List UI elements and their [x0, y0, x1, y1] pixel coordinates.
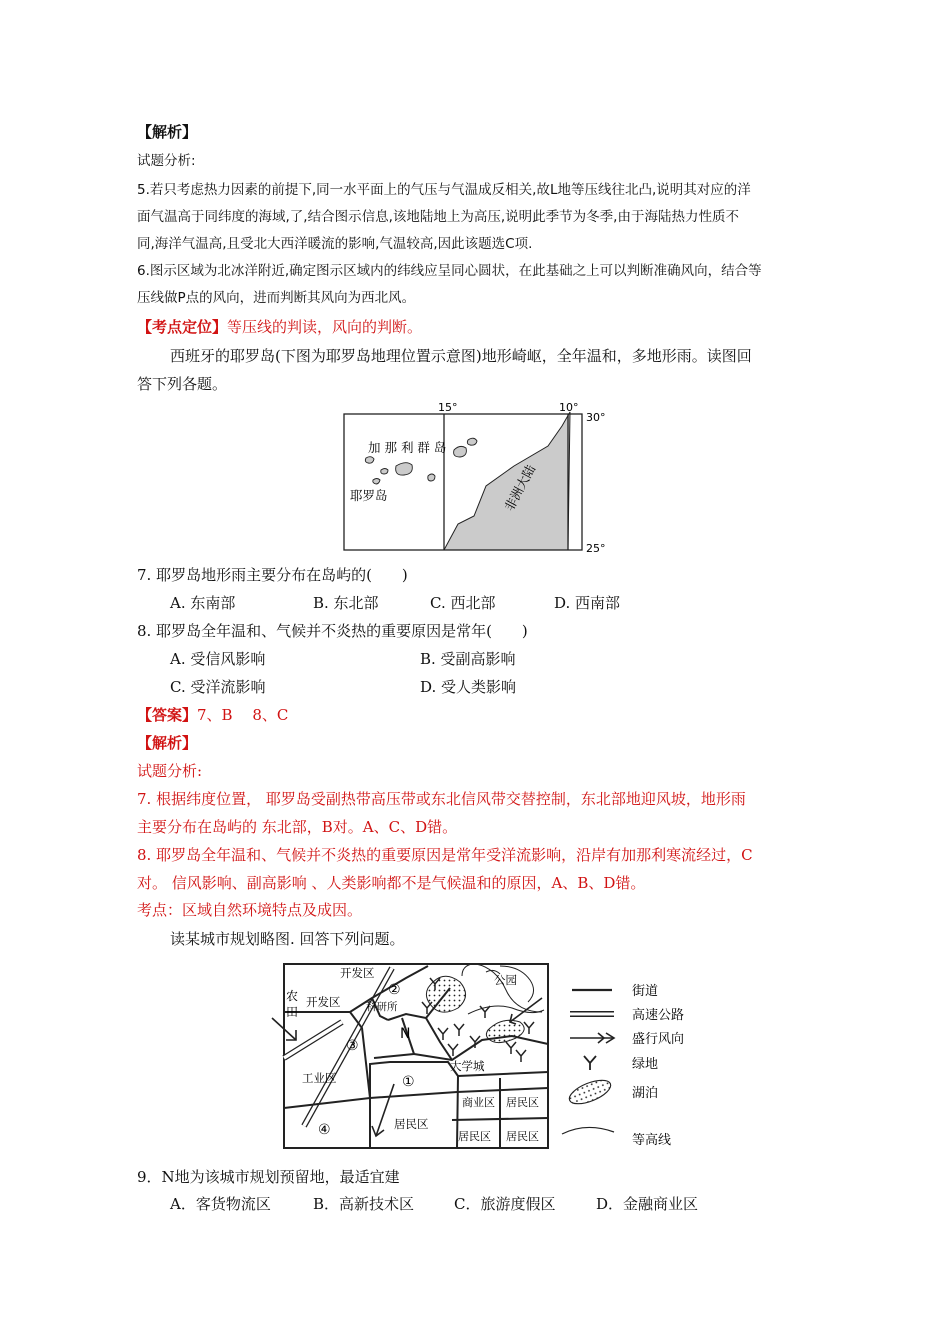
zone-number: ② — [388, 982, 401, 998]
q7-option-b[interactable]: B. 东北部 — [313, 594, 379, 612]
q7-analysis-line: 主要分布在岛屿的 东北部，B对。A、C、D错。 — [137, 818, 458, 836]
africa-continent — [444, 412, 570, 550]
answer-line — [137, 705, 288, 725]
q9-option-d[interactable]: D．金融商业区 — [596, 1195, 699, 1213]
kaodian-label: 【考点定位】 — [137, 318, 228, 336]
analysis-sub: 试题分析: — [137, 153, 196, 169]
contour-line — [462, 964, 472, 976]
lat-30-label: 30° — [586, 411, 606, 424]
q8-option-b[interactable]: B. 受副高影响 — [420, 650, 516, 668]
island-shape — [396, 463, 413, 475]
map-label: N — [400, 1026, 411, 1042]
africa-label: 非洲大陆 — [501, 462, 539, 514]
q9-option-b[interactable]: B．高新技术区 — [313, 1195, 415, 1213]
map-label: 科研所 — [366, 1001, 398, 1013]
analysis-header: 【解析】 — [137, 123, 198, 141]
kaodian-line: 考点：区域自然环境特点及成因。 — [137, 901, 363, 919]
map-label: 工业区 — [302, 1071, 337, 1085]
island-shape — [467, 438, 477, 445]
lon-10-label: 10° — [559, 401, 579, 414]
q9-stem: 9．N地为该城市规划预留地，最适宜建 — [137, 1168, 400, 1186]
q5-analysis-line: 面气温高于同纬度的海域,了,结合图示信息,该地陆地上为高压,说明此季节为冬季,由于海陆热力性质不 — [137, 209, 739, 225]
lat-25-label: 25° — [586, 542, 606, 555]
kaodian-line — [137, 317, 422, 337]
q8-option-a[interactable]: A. 受信风影响 — [170, 650, 266, 668]
legend-label: 盛行风向 — [632, 1032, 685, 1047]
wind-arrow — [372, 1084, 394, 1136]
analysis-header: 【解析】 — [137, 734, 198, 752]
hierro-label: 耶罗岛 — [350, 488, 388, 503]
legend-label: 高速公路 — [632, 1008, 685, 1023]
legend-label: 街道 — [632, 984, 659, 999]
q8-analysis-line: 8. 耶罗岛全年温和、气候并不炎热的重要原因是常年受洋流影响，沿岸有加那利寒流经过，C — [137, 846, 753, 864]
answer-text: 7、B 8、C — [197, 706, 289, 724]
map-legend — [562, 984, 684, 1148]
q6-analysis-line: 6.图示区域为北冰洋附近,确定图示区域内的纬线应呈同心圆状，在此基础之上可以判断准确风向，结合等 — [137, 263, 762, 279]
q7-option-c[interactable]: C. 西北部 — [430, 594, 496, 612]
map-label: 居民区 — [394, 1117, 429, 1131]
legend-label: 湖泊 — [632, 1086, 659, 1101]
island-shape — [365, 457, 374, 463]
map-label: 居民区 — [506, 1096, 539, 1109]
q7-option-a[interactable]: A. 东南部 — [170, 594, 236, 612]
legend-wind-symbol — [570, 1033, 614, 1043]
map-label: 开发区 — [306, 995, 341, 1009]
island-shape — [373, 479, 380, 485]
legend-lake-symbol — [566, 1075, 614, 1108]
q9-option-a[interactable]: A．客货物流区 — [170, 1195, 271, 1213]
map-label: 大学城 — [450, 1059, 485, 1073]
q7-analysis-line: 7. 根据纬度位置， 耶罗岛受副热带高压带或东北信风带交替控制，东北部地迎风坡，地形雨 — [137, 790, 746, 808]
hierro-location-map — [336, 400, 616, 560]
street — [374, 1054, 414, 1058]
q7-option-d[interactable]: D. 西南部 — [554, 594, 621, 612]
street — [414, 1036, 548, 1060]
zone-number: ① — [402, 1074, 415, 1090]
intro-paragraph: 答下列各题。 — [137, 375, 228, 393]
legend-label: 等高线 — [632, 1133, 672, 1148]
lon-15-label: 15° — [438, 401, 458, 414]
analysis-sub: 试题分析: — [137, 762, 203, 780]
q8-stem: 8. 耶罗岛全年温和、气候并不炎热的重要原因是常年( ) — [137, 622, 528, 640]
contour-line — [468, 1006, 544, 1014]
street — [452, 1118, 548, 1120]
zone-number: ④ — [318, 1122, 331, 1138]
map-label: 开发区 — [340, 966, 375, 980]
kaodian-text: 等压线的判读，风向的判断。 — [227, 318, 423, 336]
island-shape — [454, 446, 467, 457]
map-label: 农 — [286, 989, 299, 1003]
map-label: 居民区 — [506, 1130, 539, 1143]
zone-number: ③ — [346, 1038, 359, 1054]
legend-contour-symbol — [562, 1127, 614, 1134]
map-label: 田 — [286, 1005, 299, 1019]
q9-option-c[interactable]: C．旅游度假区 — [454, 1195, 556, 1213]
q8-analysis-line: 对。 信风影响、副高影响 、人类影响都不是气候温和的原因，A、B、D错。 — [137, 874, 646, 892]
legend-label: 绿地 — [632, 1057, 659, 1072]
map-label: 公园 — [494, 973, 517, 987]
q6-analysis-line: 压线做P点的风向，进而判断其风向为西北风。 — [137, 290, 416, 306]
legend-green-symbol — [584, 1056, 596, 1070]
canary-islands-label: 加 那 利 群 岛 — [368, 440, 447, 455]
q5-analysis-line: 同,海洋气温高,且受北大西洋暖流的影响,气温较高,因此该题选C项. — [137, 236, 533, 252]
q5-analysis-line: 5.若只考虑热力因素的前提下,同一水平面上的气压与气温成反相关,故L地等压线往北凸,说明其对应的洋 — [137, 182, 751, 198]
island-shape — [428, 474, 435, 481]
city-planning-map — [262, 958, 702, 1154]
q7-stem: 7. 耶罗岛地形雨主要分布在岛屿的( ) — [137, 566, 408, 584]
intro-paragraph: 读某城市规划略图. 回答下列问题。 — [170, 930, 405, 948]
q8-option-c[interactable]: C. 受洋流影响 — [170, 678, 266, 696]
q8-option-d[interactable]: D. 受人类影响 — [420, 678, 517, 696]
map-label: 商业区 — [462, 1096, 495, 1109]
map-label: 居民区 — [458, 1130, 491, 1143]
intro-paragraph: 西班牙的耶罗岛(下图为耶罗岛地理位置示意图)地形崎岖，全年温和，多地形雨。读图回 — [170, 347, 752, 365]
island-shape — [381, 469, 388, 475]
answer-label: 【答案】 — [137, 706, 198, 724]
